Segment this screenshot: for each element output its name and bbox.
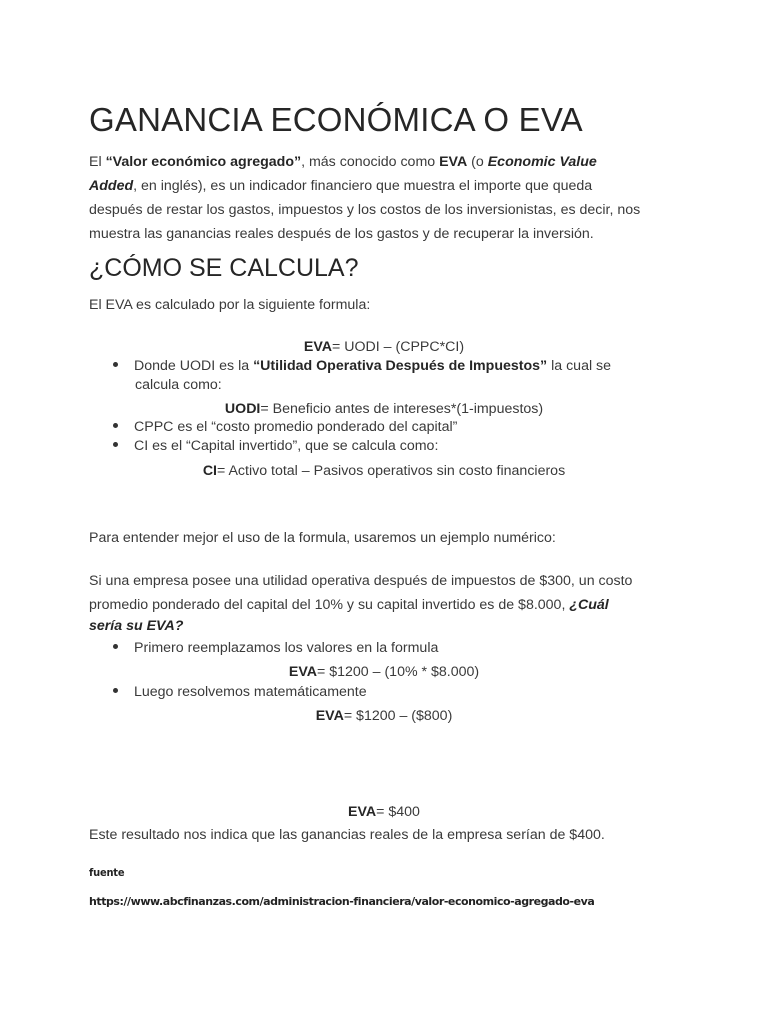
formula-uodi: UODI= Beneficio antes de intereses*(1-impuestos): [224, 401, 544, 417]
example-intro: Para entender mejor el uso de la formula, usaremos un ejemplo numérico:: [89, 530, 556, 546]
formula-step-1: EVA= $1200 – (10% * $8.000): [288, 664, 480, 680]
formula-ci: CI= Activo total – Pasivos operativos sin costo financieros: [202, 463, 566, 479]
bullet-icon: [113, 423, 118, 428]
intro-paragraph: [89, 150, 689, 246]
formula-main: EVA= UODI – (CPPC*CI): [303, 339, 465, 355]
intro-line-3: después de restar los gastos, impuestos y los costos de los inversionistas, es decir, nos: [89, 202, 641, 218]
bullet-icon: [113, 688, 118, 693]
list-item: CI es el “Capital invertido”, que se calcula como:: [113, 437, 438, 456]
conclusion: Este resultado nos indica que las ganancias reales de la empresa serían de $400.: [89, 827, 605, 843]
list-item: Donde UODI es la “Utilidad Operativa Después de Impuestos” la cual se calcula como:: [113, 357, 611, 395]
bullet-icon: [113, 362, 118, 367]
list-item: Primero reemplazamos los valores en la formula: [113, 639, 438, 658]
list-item: CPPC es el “costo promedio ponderado del capital”: [113, 418, 457, 437]
formula-result: EVA= $400: [348, 804, 420, 820]
page-title: GANANCIA ECONÓMICA O EVA: [89, 101, 583, 138]
term-valor-economico: “Valor económico agregado”: [105, 154, 302, 170]
bullet-icon: [113, 644, 118, 649]
list-item: Luego resolvemos matemáticamente: [113, 683, 367, 702]
term-eva: EVA: [439, 154, 468, 170]
formula-intro: El EVA es calculado por la siguiente formula:: [89, 297, 371, 313]
source-link[interactable]: https://www.abcfinanzas.com/administracion-financiera/valor-economico-agregado-eva: [89, 895, 595, 908]
source-label: fuente: [89, 866, 125, 879]
section-heading: ¿CÓMO SE CALCULA?: [89, 254, 359, 282]
example-paragraph: Si una empresa posee una utilidad operativa después de impuestos de $300, un costo promedio ponderado del capital del 10% y su capital invertido es de $8.000, ¿Cuál sería su EVA?: [89, 573, 633, 634]
term-economic-value: Economic Value: [487, 154, 597, 170]
intro-line-2: Added, en inglés), es un indicador financiero que muestra el importe que queda: [89, 178, 593, 194]
intro-line-1: El “Valor económico agregado”, más conocido como EVA (o Economic Value: [89, 154, 597, 170]
bullet-icon: [113, 442, 118, 447]
intro-line-4: muestra las ganancias reales después de los gastos y de recuperar la inversión.: [89, 226, 594, 242]
term-added: Added: [89, 178, 134, 194]
formula-step-2: EVA= $1200 – ($800): [315, 708, 453, 724]
